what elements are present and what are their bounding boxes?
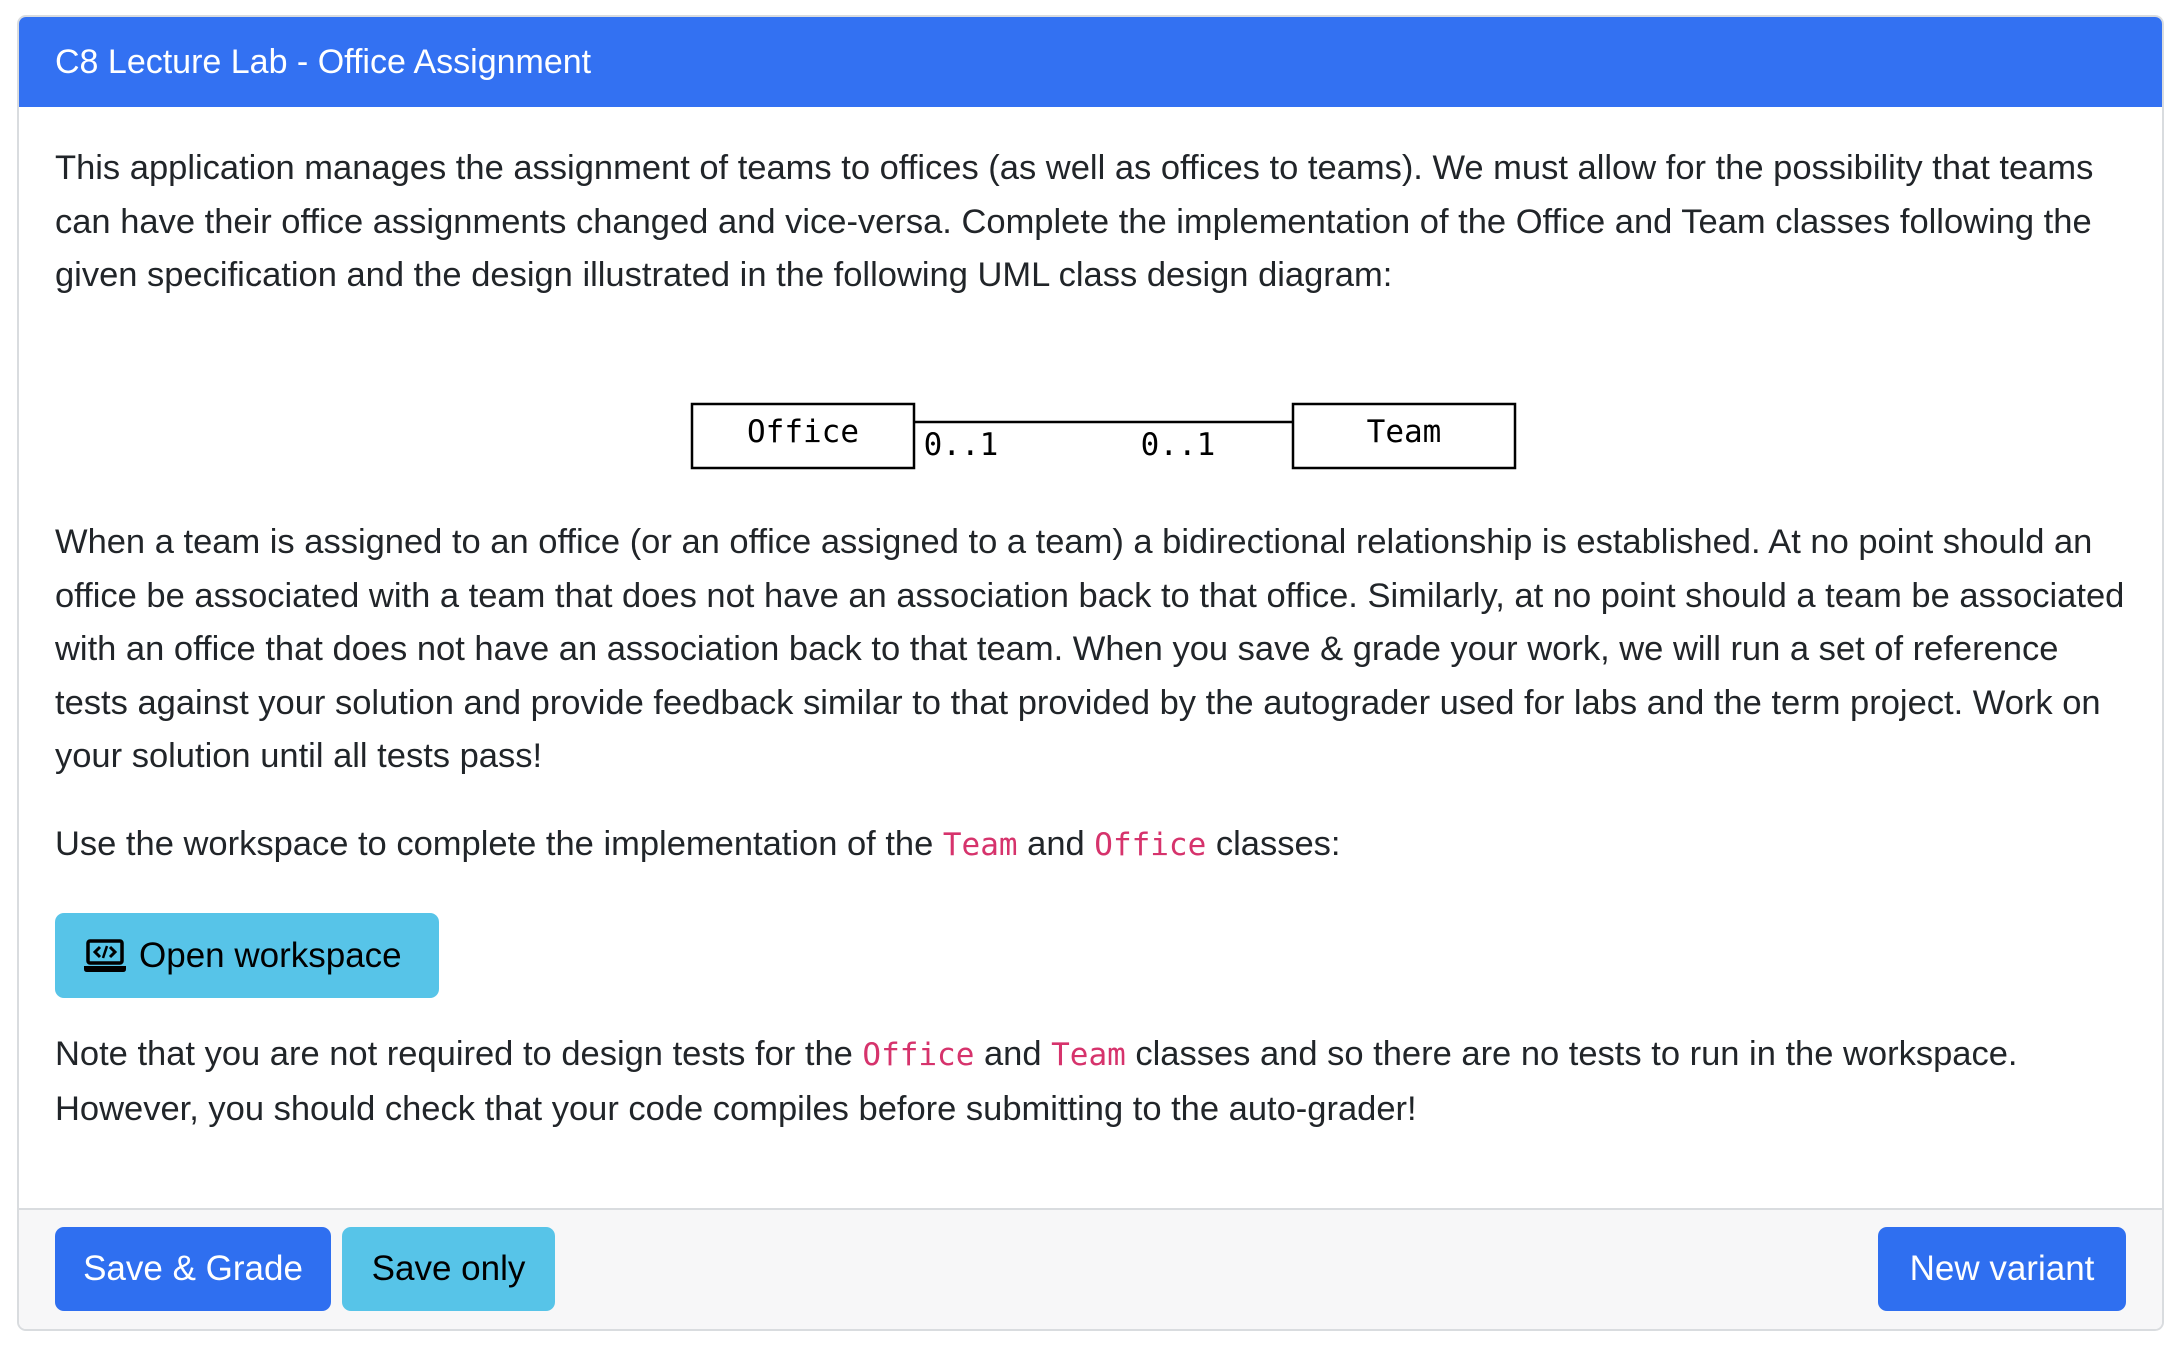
workspace-text-middle: and bbox=[1017, 825, 1095, 863]
team-class-code-note: Team bbox=[1051, 1037, 1126, 1073]
page-title: C8 Lecture Lab - Office Assignment bbox=[55, 43, 592, 81]
question-card bbox=[17, 15, 2164, 1331]
card-footer bbox=[19, 1208, 2162, 1329]
uml-class-diagram bbox=[679, 382, 1519, 472]
note-text-middle: and bbox=[974, 1035, 1052, 1073]
card-header bbox=[19, 17, 2162, 107]
team-class-code: Team bbox=[942, 827, 1018, 863]
note-paragraph bbox=[55, 1028, 2135, 1136]
office-class-code: Office bbox=[1094, 827, 1207, 863]
workspace-text-start: Use the workspace to complete the implementation of the bbox=[55, 825, 943, 863]
note-text-start: Note that you are not required to design tests for the bbox=[55, 1035, 863, 1073]
office-class-code-note: Office bbox=[862, 1037, 975, 1073]
laptop-code-icon bbox=[83, 938, 127, 974]
note-text-end: classes and so there are no tests to run in the workspace. However, you should check that your code compiles before submitting to the auto-grader! bbox=[55, 1035, 2018, 1128]
workspace-text-end: classes: bbox=[1206, 825, 1341, 863]
workspace-instructions bbox=[55, 818, 2135, 873]
new-variant-button[interactable]: New variant bbox=[1878, 1227, 2126, 1311]
office-side-multiplicity: 0..1 bbox=[923, 427, 999, 463]
intro-paragraph: This application manages the assignment of teams to offices (as well as offices to teams). We must allow for the possibility that teams can have their office assignments changed and vice-versa. Complete the implementation of the Office and Team classes following the given specification and the design illustrated in the following UML class design diagram: bbox=[55, 149, 2094, 294]
save-and-grade-button[interactable]: Save & Grade bbox=[55, 1227, 331, 1311]
save-only-button[interactable]: Save only bbox=[342, 1227, 555, 1311]
relationship-paragraph: When a team is assigned to an office (or an office assigned to a team) a bidirectional relationship is established. At no point should an office be associated with a team that does not have an association back to that office. Similarly, at no point should a team be associated with an office that does not have an association back to that team. When you save & grade your work, we will run a set of reference tests against your solution and provide feedback similar to that provided by the autograder used for labs and the term project. Work on your solution until all tests pass! bbox=[55, 523, 2125, 775]
office-class-name: Office bbox=[747, 414, 859, 450]
open-workspace-label: Open workspace bbox=[139, 935, 402, 975]
team-side-multiplicity: 0..1 bbox=[1140, 427, 1216, 463]
open-workspace-button[interactable] bbox=[55, 913, 439, 998]
team-class-name: Team bbox=[1366, 414, 1442, 450]
